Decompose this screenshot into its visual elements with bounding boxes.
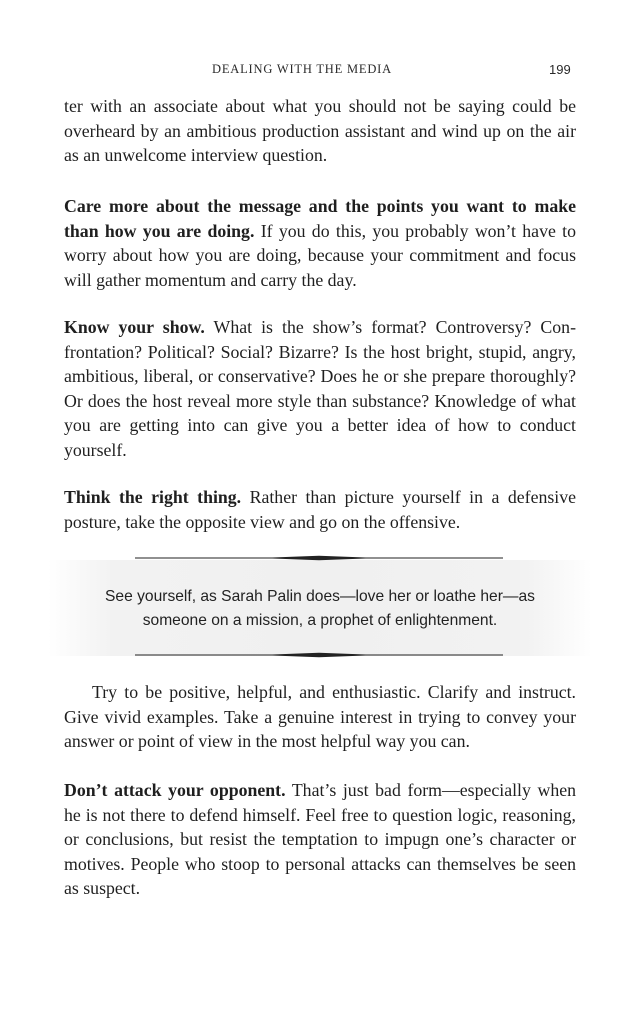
pullquote-bottom-rule	[135, 652, 503, 658]
page-header	[0, 62, 638, 80]
pullquote-line-1: See yourself, as Sarah Palin does—love her or loathe her—as	[105, 588, 535, 605]
paragraph-text: If you do this, you probably won’t have to worry about how you are doing, because your commitment and focus will gather momentum and carry the day.	[64, 220, 576, 290]
paragraph-care-more	[64, 194, 576, 292]
paragraph-dont-attack	[64, 778, 576, 901]
paragraph-text: Try to be positive, helpful, and enthusiastic. Clarify and instruct. Give vivid examples. Take a genuine interest in trying to convey your answer or point of view in the most helpful way you can.	[64, 682, 576, 751]
pullquote-line-2: someone on a mission, a prophet of enlightenment.	[142, 612, 498, 629]
pullquote	[64, 585, 576, 633]
page-number: 199	[549, 62, 571, 77]
pullquote-top-rule	[135, 555, 503, 561]
paragraph-text: ter with an associate about what you should not be saying could be overheard by an ambitious production assistant and wind up on the air as an unwelcome interview question.	[64, 96, 576, 165]
paragraph-think-right-thing	[64, 485, 576, 534]
paragraph-be-positive	[64, 680, 576, 754]
paragraph-text: Rather than picture yourself in a defensive posture, take the opposite view and go on the offensive.	[64, 487, 576, 532]
paragraph-lead: Care more about the message and the points you want to make than how you are doing.	[64, 196, 576, 241]
paragraph-lead: Think the right thing.	[64, 487, 242, 507]
running-head: DEALING WITH THE MEDIA	[212, 62, 392, 76]
paragraph-text: That’s just bad form—especially when he is not there to defend himself. Feel free to question logic, reasoning, or conclusions, but resist the temptation to impugn one’s character or motives. People who stoop to personal attacks can themselves be seen as suspect.	[64, 780, 576, 898]
paragraph-text: What is the show’s format? Controversy? Confrontation? Political? Social? Bizarre? Is the host bright, stupid, angry, ambitious, liberal, or conservative? Does he or she prepare thoroughly? Or does the host reveal more style than substance? Knowledge of what you are getting into can give you a better idea of how to conduct yourself.	[64, 317, 576, 460]
paragraph-continuation	[64, 94, 576, 168]
paragraph-lead: Know your show.	[64, 317, 205, 337]
paragraph-know-your-show	[64, 315, 576, 462]
paragraph-lead: Don’t attack your opponent.	[64, 780, 286, 800]
